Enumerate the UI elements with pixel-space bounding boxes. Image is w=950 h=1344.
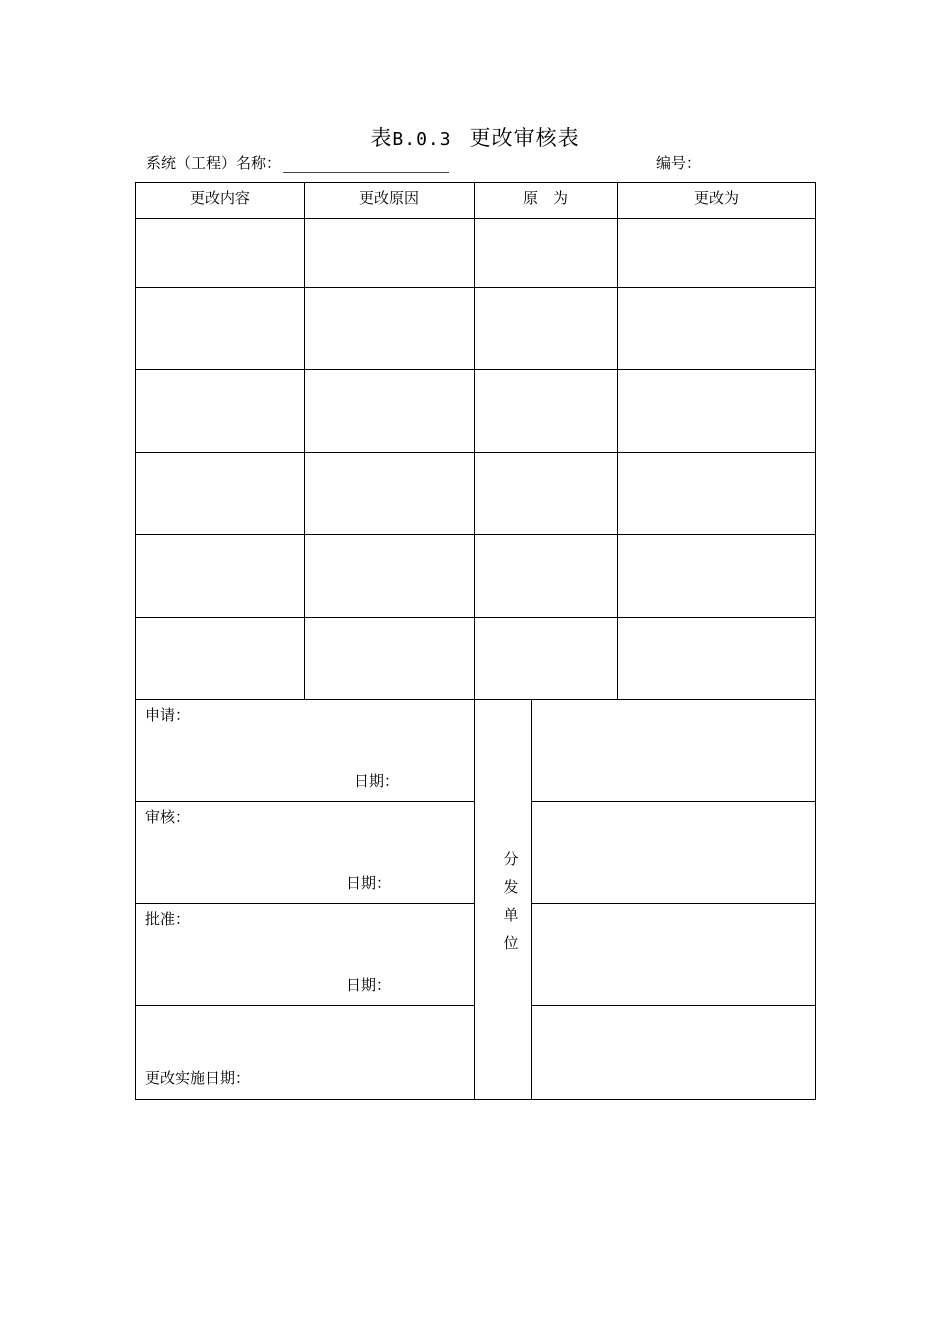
distribution-row-divider: [531, 1005, 816, 1006]
system-name-label: 系统（工程）名称：: [146, 154, 282, 172]
distribution-row-divider: [531, 801, 816, 802]
table-cell[interactable]: [623, 623, 811, 693]
table-cell[interactable]: [623, 224, 811, 282]
row-divider: [135, 287, 816, 288]
section-divider: [135, 699, 816, 700]
distribution-char: 位: [503, 934, 519, 952]
implementation-date-label: 更改实施日期：: [145, 1069, 251, 1087]
distribution-char: 分: [503, 850, 519, 868]
table-cell[interactable]: [310, 540, 470, 610]
distribution-divider: [531, 699, 532, 1100]
approval-divider: [135, 801, 475, 802]
number-row: [656, 152, 701, 173]
form-title: [0, 122, 950, 152]
title-code: B.0.3: [392, 129, 452, 150]
column-divider: [474, 182, 475, 1100]
table-cell[interactable]: [480, 224, 612, 282]
column-divider: [617, 182, 618, 699]
table-cell[interactable]: [140, 375, 300, 445]
table-cell[interactable]: [140, 623, 300, 693]
distribution-unit-cell[interactable]: [537, 807, 809, 897]
title-prefix: 表: [370, 126, 393, 150]
approval-divider: [135, 903, 475, 904]
distribution-char: 发: [503, 878, 519, 896]
row-divider: [135, 534, 816, 535]
table-cell[interactable]: [310, 293, 470, 363]
table-cell[interactable]: [310, 623, 470, 693]
distribution-unit-cell[interactable]: [537, 705, 809, 795]
row-divider: [135, 218, 816, 219]
table-cell[interactable]: [623, 375, 811, 445]
table-cell[interactable]: [623, 540, 811, 610]
table-cell[interactable]: [140, 540, 300, 610]
table-cell[interactable]: [480, 540, 612, 610]
title-name: 更改审核表: [469, 126, 580, 150]
review-label: 审核：: [145, 808, 191, 826]
table-cell[interactable]: [480, 293, 612, 363]
column-header-original: 原 为: [522, 189, 568, 207]
apply-label: 申请：: [145, 706, 191, 724]
table-cell[interactable]: [140, 224, 300, 282]
number-label: 编号：: [656, 154, 702, 172]
row-divider: [135, 452, 816, 453]
column-divider: [304, 182, 305, 699]
table-cell[interactable]: [480, 623, 612, 693]
distribution-unit-cell[interactable]: [537, 1011, 809, 1095]
table-cell[interactable]: [480, 375, 612, 445]
approve-label: 批准：: [145, 910, 191, 928]
table-cell[interactable]: [310, 224, 470, 282]
distribution-unit-cell[interactable]: [537, 909, 809, 999]
apply-date-label: 日期：: [354, 772, 400, 790]
table-cell[interactable]: [140, 293, 300, 363]
table-cell[interactable]: [140, 458, 300, 528]
column-header-change-content: 更改内容: [189, 189, 250, 207]
table-cell[interactable]: [480, 458, 612, 528]
column-header-changed-to: 更改为: [693, 189, 739, 207]
table-cell[interactable]: [310, 375, 470, 445]
approval-divider: [135, 1005, 475, 1006]
table-cell[interactable]: [623, 293, 811, 363]
system-name-field[interactable]: [283, 158, 449, 173]
distribution-row-divider: [531, 903, 816, 904]
system-name-row: [146, 152, 449, 173]
review-date-label: 日期：: [346, 874, 392, 892]
distribution-char: 单: [503, 906, 519, 924]
approve-date-label: 日期：: [346, 976, 392, 994]
row-divider: [135, 617, 816, 618]
table-cell[interactable]: [310, 458, 470, 528]
table-cell[interactable]: [623, 458, 811, 528]
column-header-change-reason: 更改原因: [358, 189, 419, 207]
distribution-label: [501, 845, 521, 957]
row-divider: [135, 369, 816, 370]
